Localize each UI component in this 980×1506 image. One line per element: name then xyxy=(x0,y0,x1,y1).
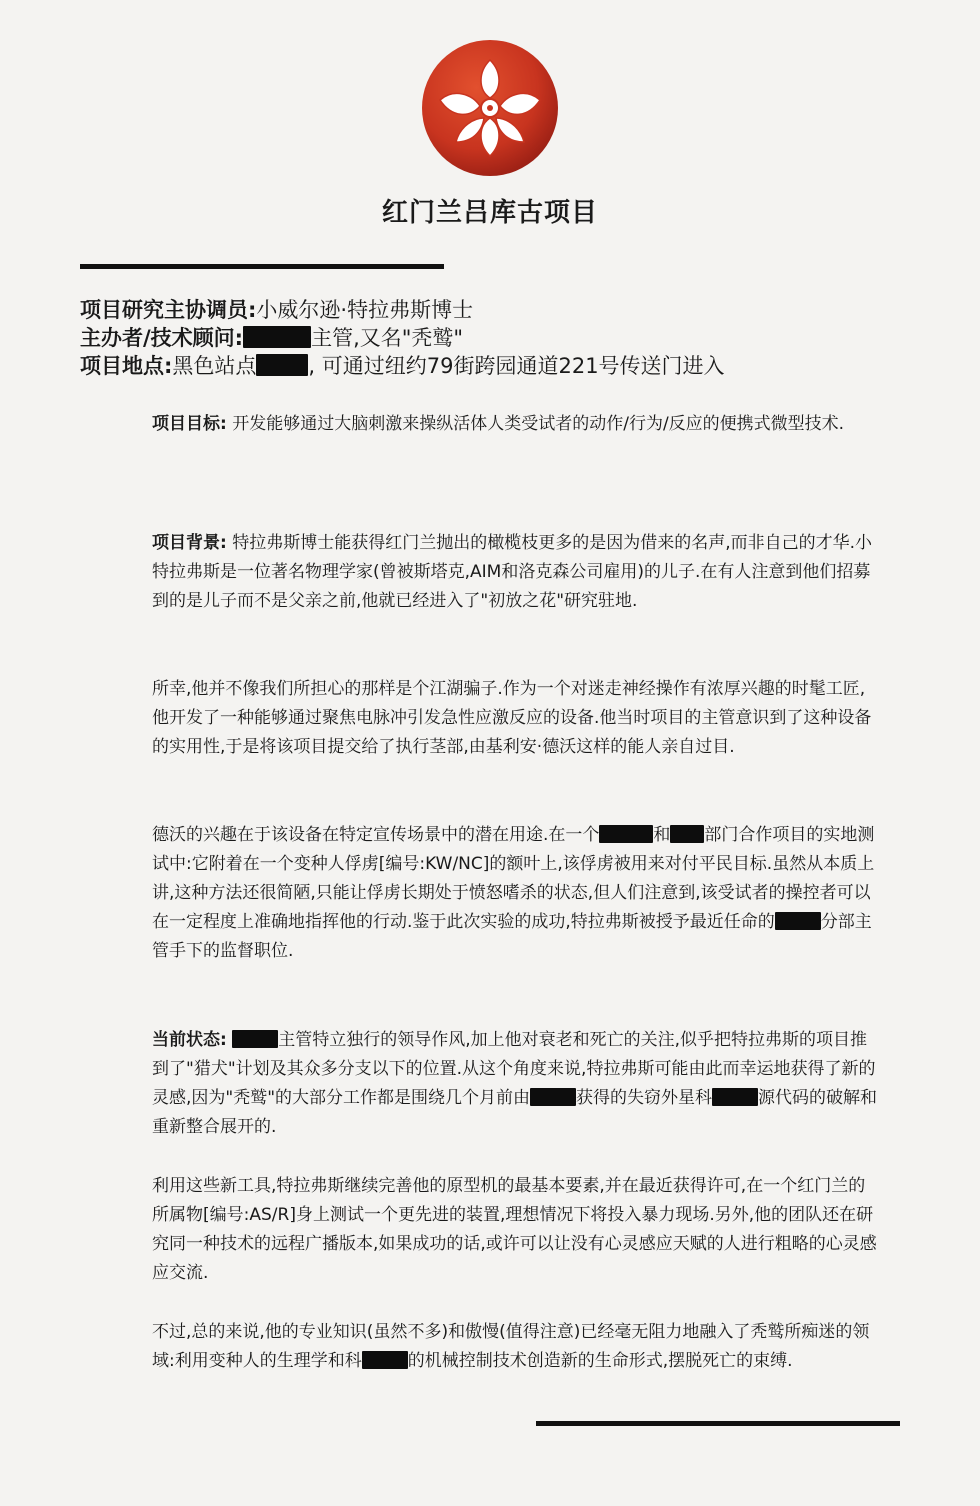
meta-location xyxy=(80,352,940,380)
status-text-1a: 主管特立独行的领导作风,加上他对衰老和死亡的关注,似乎把特拉弗斯的项目推到了"猎犬"计划及其众多分支以下的位置.从这个角度来说,特拉弗斯可能由此而幸运地获得了新的灵感,因为"秃鹫"的大部分工作都是围绕几个月前由 xyxy=(152,1030,876,1108)
status-text-3b: 的机械控制技术创造新的生命形式,摆脱死亡的束缚. xyxy=(407,1351,793,1371)
goal-text: 开发能够通过大脑刺激来操纵活体人类受试者的动作/行为/反应的便携式微型技术. xyxy=(226,414,845,434)
background-text-3d: 分部主管手下的监督职位. xyxy=(152,912,872,961)
meta-coordinator xyxy=(80,296,940,324)
background-label: 项目背景: xyxy=(152,533,227,553)
redaction-bar xyxy=(670,825,704,843)
orchid-flower-icon xyxy=(420,38,560,178)
status-paragraph-3 xyxy=(152,1318,882,1376)
coordinator-label: 项目研究主协调员: xyxy=(80,298,257,322)
goal-label: 项目目标: xyxy=(152,414,227,434)
section-status-3 xyxy=(152,1318,882,1376)
background-text-3c: 部门合作项目的实地测试中:它附着在一个变种人俘虏[编号:KW/NC]的额叶上,该俘虏被用来对付平民目标.虽然从本质上讲,这种方法还很简陋,只能让俘虏长期处于愤怒嗜杀的状态,但人们注意到,该受试者的操控者可以在一定程度上准确地指挥他的行动.鉴于此次实验的成功,特拉弗斯被授予最近任命的 xyxy=(152,825,875,932)
redaction-bar xyxy=(362,1351,408,1369)
background-text-3b: 和 xyxy=(653,825,671,845)
bottom-divider xyxy=(536,1421,900,1426)
top-divider xyxy=(80,264,444,269)
section-status xyxy=(152,1026,882,1142)
status-paragraph-1 xyxy=(152,1026,882,1142)
redaction-bar xyxy=(775,912,821,930)
redaction-bar xyxy=(243,326,311,348)
document-title: 红门兰吕库古项目 xyxy=(381,198,598,228)
coordinator-value: 小威尔逊·特拉弗斯博士 xyxy=(256,298,474,322)
status-paragraph-2: 利用这些新工具,特拉弗斯继续完善他的原型机的最基本要素,并在最近获得许可,在一个红门兰的所属物[编号:AS/R]身上测试一个更先进的装置,理想情况下将投入暴力现场.另外,他的团队还在研究同一种技术的远程广播版本,如果成功的话,或许可以让没有心灵感应天赋的人进行粗略的心灵感应交流. xyxy=(152,1176,877,1283)
sponsor-value: 主管,又名"秃鹫" xyxy=(311,326,464,350)
redaction-bar xyxy=(232,1030,278,1048)
status-text-1c: 源代码的破解和重新整合展开的. xyxy=(152,1088,878,1137)
background-paragraph-1 xyxy=(152,529,882,616)
redaction-bar xyxy=(599,825,653,843)
status-text-3a: 不过,总的来说,他的专业知识(虽然不多)和傲慢(值得注意)已经毫无阻力地融入了秃鹫所痴迷的领域:利用变种人的生理学和科 xyxy=(152,1322,870,1371)
section-status-2 xyxy=(152,1172,882,1288)
redaction-bar xyxy=(256,354,308,376)
redaction-bar xyxy=(712,1088,758,1106)
section-background-2 xyxy=(152,675,882,762)
background-text-1: 特拉弗斯博士能获得红门兰抛出的橄榄枝更多的是因为借来的名声,而非自己的才华.小特拉弗斯是一位著名物理学家(曾被斯塔克,AIM和洛克森公司雇用)的儿子.在有人注意到他们招募到的是儿子而不是父亲之前,他就已经进入了"初放之花"研究驻地. xyxy=(152,533,873,611)
section-goal xyxy=(152,410,882,439)
sponsor-label: 主办者/技术顾问: xyxy=(80,326,244,350)
status-label: 当前状态: xyxy=(152,1030,227,1050)
location-value-a: 黑色站点 xyxy=(172,354,257,378)
location-label: 项目地点: xyxy=(80,354,173,378)
meta-sponsor xyxy=(80,324,940,352)
background-paragraph-2: 所幸,他并不像我们所担心的那样是个江湖骗子.作为一个对迷走神经操作有浓厚兴趣的时髦工匠,他开发了一种能够通过聚焦电脉冲引发急性应激反应的设备.他当时项目的主管意识到了这种设备的实用性,于是将该项目提交给了执行茎部,由基利安·德沃这样的能人亲自过目. xyxy=(152,679,872,757)
location-value-b: , 可通过纽约79街跨园通道221号传送门进入 xyxy=(308,354,725,378)
background-text-3a: 德沃的兴趣在于该设备在特定宣传场景中的潜在用途.在一个 xyxy=(152,825,600,845)
redaction-bar xyxy=(530,1088,576,1106)
project-meta xyxy=(80,296,940,380)
background-paragraph-3 xyxy=(152,821,882,966)
goal-paragraph xyxy=(152,410,882,439)
status-text-1b: 获得的失窃外星科 xyxy=(576,1088,713,1108)
section-background xyxy=(152,529,882,616)
section-background-3 xyxy=(152,821,882,966)
